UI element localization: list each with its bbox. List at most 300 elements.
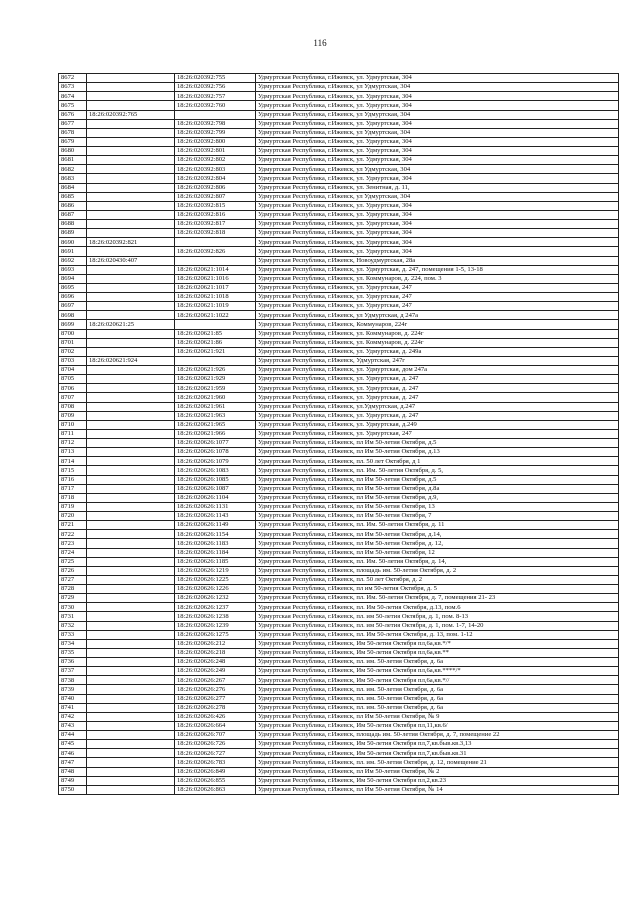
table-row <box>59 667 619 676</box>
table-row <box>59 356 619 365</box>
address-cell: Удмуртская Республика, г.Ижевск, пл Им 50-летия Октября, 12 <box>256 548 619 557</box>
address-cell: Удмуртская Республика, г.Ижевск, пл. Им 50-летия Октября, д.13, пом.6 <box>256 603 619 612</box>
table-row <box>59 128 619 137</box>
address-cell: Удмуртская Республика, г.Ижевск, пл. им 50-летия Октября, д. 1, пом. 8-13 <box>256 612 619 621</box>
row-number-cell: 8679 <box>59 137 87 146</box>
table-row <box>59 192 619 201</box>
cadastral-number-cell: 18:26:020621:86 <box>175 338 256 347</box>
row-number-cell: 8728 <box>59 585 87 594</box>
parent-cadastral-cell <box>87 648 175 657</box>
table-row <box>59 785 619 794</box>
table-row <box>59 156 619 165</box>
cadastral-number-cell: 18:26:020392:817 <box>175 220 256 229</box>
row-number-cell: 8748 <box>59 767 87 776</box>
address-cell: Удмуртская Республика, г.Ижевск, Новоудмуртская, 28а <box>256 256 619 265</box>
cadastral-number-cell: 18:26:020626:1131 <box>175 502 256 511</box>
parent-cadastral-cell <box>87 676 175 685</box>
row-number-cell: 8685 <box>59 192 87 201</box>
row-number-cell: 8735 <box>59 648 87 657</box>
address-cell: Удмуртская Республика, г.Ижевск, пл Им 50-летия Октября, д.8а <box>256 484 619 493</box>
table-row <box>59 347 619 356</box>
parent-cadastral-cell <box>87 329 175 338</box>
cadastral-number-cell: 18:26:020626:1226 <box>175 585 256 594</box>
table-row <box>59 484 619 493</box>
parent-cadastral-cell <box>87 101 175 110</box>
page-number: 116 <box>313 38 327 48</box>
parent-cadastral-cell <box>87 703 175 712</box>
parent-cadastral-cell <box>87 721 175 730</box>
address-cell: Удмуртская Республика, г.Ижевск, ул. Удмуртская, д. 247 <box>256 411 619 420</box>
parent-cadastral-cell <box>87 712 175 721</box>
address-cell: Удмуртская Республика, г.Ижевск, ул. Удмуртская, 304 <box>256 137 619 146</box>
address-cell: Удмуртская Республика, г.Ижевск, Им 50-летия Октября пл,6а,кв.** <box>256 648 619 657</box>
parent-cadastral-cell <box>87 420 175 429</box>
table-row <box>59 512 619 521</box>
parent-cadastral-cell <box>87 767 175 776</box>
row-number-cell: 8696 <box>59 293 87 302</box>
address-cell: Удмуртская Республика, г.Ижевск, пл. им 50-летия Октября, д. 1, пом. 1-7, 14-20 <box>256 621 619 630</box>
table-row <box>59 420 619 429</box>
parent-cadastral-cell <box>87 302 175 311</box>
address-cell: Удмуртская Республика, г.Ижевск, ул. Удмуртская, д. 249а <box>256 347 619 356</box>
table-row <box>59 439 619 448</box>
parent-cadastral-cell <box>87 92 175 101</box>
address-cell: Удмуртская Республика, г.Ижевск, ул. Удмуртская, дом 247а <box>256 366 619 375</box>
address-cell: Удмуртская Республика, г.Ижевск, пл Им 50-летия Октября, 13 <box>256 502 619 511</box>
row-number-cell: 8676 <box>59 110 87 119</box>
parent-cadastral-cell <box>87 758 175 767</box>
table-row <box>59 603 619 612</box>
address-cell: Удмуртская Республика, г.Ижевск, ул. Удмуртская, 304 <box>256 156 619 165</box>
address-cell: Удмуртская Республика, г.Ижевск, ул. Удмуртская, 304 <box>256 229 619 238</box>
row-number-cell: 8705 <box>59 375 87 384</box>
row-number-cell: 8741 <box>59 703 87 712</box>
address-cell: Удмуртская Республика, г.Ижевск, Им 50-летия Октября пл,7,кв.быв.кв.3,13 <box>256 740 619 749</box>
table-row <box>59 384 619 393</box>
row-number-cell: 8713 <box>59 448 87 457</box>
table-row <box>59 475 619 484</box>
table-row <box>59 758 619 767</box>
cadastral-number-cell: 18:26:020626:1183 <box>175 539 256 548</box>
parent-cadastral-cell <box>87 229 175 238</box>
row-number-cell: 8677 <box>59 119 87 128</box>
row-number-cell: 8716 <box>59 475 87 484</box>
address-cell: Удмуртская Республика, г.Ижевск, ул. Удмуртская, 304 <box>256 201 619 210</box>
cadastral-number-cell: 18:26:020392:755 <box>175 74 256 83</box>
address-cell: Удмуртская Республика, г.Ижевск, Им 50-летия Октября пл,6а,кв.*// <box>256 676 619 685</box>
table-row <box>59 621 619 630</box>
cadastral-number-cell: 18:26:020621:1022 <box>175 311 256 320</box>
table-row <box>59 247 619 256</box>
parent-cadastral-cell <box>87 311 175 320</box>
parent-cadastral-cell <box>87 694 175 703</box>
cadastral-number-cell: 18:26:020392:818 <box>175 229 256 238</box>
cadastral-number-cell: 18:26:020626:863 <box>175 785 256 794</box>
cadastral-number-cell: 18:26:020621:1019 <box>175 302 256 311</box>
table-row <box>59 448 619 457</box>
table-row <box>59 101 619 110</box>
cadastral-number-cell: 18:26:020621:85 <box>175 329 256 338</box>
address-cell: Удмуртская Республика, г.Ижевск, ул. Удмуртская, 304 <box>256 74 619 83</box>
table-row <box>59 429 619 438</box>
address-cell: Удмуртская Республика, г.Ижевск, Коммунаров, 224г <box>256 320 619 329</box>
row-number-cell: 8734 <box>59 639 87 648</box>
parent-cadastral-cell <box>87 658 175 667</box>
parent-cadastral-cell <box>87 375 175 384</box>
parent-cadastral-cell <box>87 429 175 438</box>
address-cell: Удмуртская Республика, г.Ижевск, ул. Удмуртская, 304 <box>256 147 619 156</box>
table-row <box>59 165 619 174</box>
parent-cadastral-cell: 18:26:020430:407 <box>87 256 175 265</box>
parent-cadastral-cell <box>87 192 175 201</box>
cadastral-number-cell <box>175 356 256 365</box>
cadastral-number-cell: 18:26:020626:1232 <box>175 594 256 603</box>
table-row <box>59 92 619 101</box>
table-row <box>59 676 619 685</box>
parent-cadastral-cell <box>87 457 175 466</box>
parent-cadastral-cell <box>87 639 175 648</box>
cadastral-number-cell: 18:26:020626:1275 <box>175 630 256 639</box>
address-cell: Удмуртская Республика, г.Ижевск, Удмуртская, 247г <box>256 356 619 365</box>
parent-cadastral-cell <box>87 210 175 219</box>
row-number-cell: 8721 <box>59 521 87 530</box>
cadastral-number-cell: 18:26:020626:1238 <box>175 612 256 621</box>
table-row <box>59 119 619 128</box>
row-number-cell: 8746 <box>59 749 87 758</box>
address-cell: Удмуртская Республика, г.Ижевск, ул. Удмуртская, д. 247 <box>256 384 619 393</box>
cadastral-number-cell: 18:26:020626:426 <box>175 712 256 721</box>
parent-cadastral-cell <box>87 402 175 411</box>
row-number-cell: 8730 <box>59 603 87 612</box>
row-number-cell: 8725 <box>59 557 87 566</box>
parent-cadastral-cell <box>87 557 175 566</box>
cadastral-number-cell: 18:26:020392:802 <box>175 156 256 165</box>
parent-cadastral-cell: 18:26:020621:924 <box>87 356 175 365</box>
cadastral-number-cell: 18:26:020626:1085 <box>175 475 256 484</box>
row-number-cell: 8742 <box>59 712 87 721</box>
parent-cadastral-cell <box>87 137 175 146</box>
table-row <box>59 612 619 621</box>
address-cell: Удмуртская Республика, г.Ижевск, Им 50-летия Октября пл,6а,кв.*/* <box>256 639 619 648</box>
cadastral-number-cell: 18:26:020392:804 <box>175 174 256 183</box>
address-cell: Удмуртская Республика, г.Ижевск, пл Им 50-летия Октября, № 2 <box>256 767 619 776</box>
parent-cadastral-cell <box>87 539 175 548</box>
cadastral-number-cell: 18:26:020392:756 <box>175 83 256 92</box>
cadastral-number-cell: 18:26:020626:855 <box>175 776 256 785</box>
table-row <box>59 594 619 603</box>
table-row <box>59 74 619 83</box>
row-number-cell: 8682 <box>59 165 87 174</box>
cadastral-number-cell: 18:26:020621:960 <box>175 393 256 402</box>
parent-cadastral-cell <box>87 612 175 621</box>
parent-cadastral-cell <box>87 731 175 740</box>
address-cell: Удмуртская Республика, г.Ижевск, Им 50-летия Октября пл,11,кв.6/ <box>256 721 619 730</box>
address-cell: Удмуртская Республика, г.Ижевск, площадь им. 50-летия Октября, д. 7, помещение 22 <box>256 731 619 740</box>
cadastral-number-cell: 18:26:020626:278 <box>175 703 256 712</box>
table-row <box>59 320 619 329</box>
cadastral-number-cell <box>175 238 256 247</box>
table-row <box>59 749 619 758</box>
row-number-cell: 8673 <box>59 83 87 92</box>
table-row <box>59 210 619 219</box>
row-number-cell: 8691 <box>59 247 87 256</box>
cadastral-number-cell: 18:26:020392:815 <box>175 201 256 210</box>
table-row <box>59 539 619 548</box>
table-row <box>59 648 619 657</box>
cadastral-number-cell: 18:26:020621:929 <box>175 375 256 384</box>
parent-cadastral-cell <box>87 265 175 274</box>
cadastral-number-cell: 18:26:020621:965 <box>175 420 256 429</box>
parent-cadastral-cell <box>87 274 175 283</box>
row-number-cell: 8719 <box>59 502 87 511</box>
row-number-cell: 8707 <box>59 393 87 402</box>
row-number-cell: 8699 <box>59 320 87 329</box>
row-number-cell: 8718 <box>59 493 87 502</box>
parent-cadastral-cell <box>87 776 175 785</box>
address-cell: Удмуртская Республика, г.Ижевск, ул. Удмуртская, д.249 <box>256 420 619 429</box>
row-number-cell: 8747 <box>59 758 87 767</box>
table-row <box>59 183 619 192</box>
cadastral-number-cell: 18:26:020392:803 <box>175 165 256 174</box>
parent-cadastral-cell <box>87 512 175 521</box>
cadastral-number-cell: 18:26:020621:959 <box>175 384 256 393</box>
table-row <box>59 338 619 347</box>
address-cell: Удмуртская Республика, г.Ижевск, ул. Удмуртская, 304 <box>256 238 619 247</box>
parent-cadastral-cell <box>87 119 175 128</box>
cadastral-number-cell: 18:26:020621:1018 <box>175 293 256 302</box>
address-cell: Удмуртская Республика, г.Ижевск, ул. Удмуртская, д. 247, помещения 1-5, 13-18 <box>256 265 619 274</box>
cadastral-number-cell: 18:26:020392:760 <box>175 101 256 110</box>
row-number-cell: 8683 <box>59 174 87 183</box>
parent-cadastral-cell: 18:26:020392:821 <box>87 238 175 247</box>
table-row <box>59 411 619 420</box>
row-number-cell: 8740 <box>59 694 87 703</box>
parent-cadastral-cell <box>87 283 175 292</box>
row-number-cell: 8723 <box>59 539 87 548</box>
address-cell: Удмуртская Республика, г.Ижевск, пл. им. 50-летия Октября, д. 6а <box>256 694 619 703</box>
address-cell: Удмуртская Республика, г.Ижевск, ул. Удмуртская, д. 247 <box>256 393 619 402</box>
row-number-cell: 8724 <box>59 548 87 557</box>
row-number-cell: 8726 <box>59 566 87 575</box>
row-number-cell: 8732 <box>59 621 87 630</box>
address-cell: Удмуртская Республика, г.Ижевск, пл им 50-летия Октября, д. 5 <box>256 585 619 594</box>
row-number-cell: 8689 <box>59 229 87 238</box>
address-cell: Удмуртская Республика, г.Ижевск, ул Удмуртская, 304 <box>256 110 619 119</box>
cadastral-number-cell: 18:26:020621:963 <box>175 411 256 420</box>
address-cell: Удмуртская Республика, г.Ижевск, пл. Им 50-летия Октября, д. 13, пом. 1-12 <box>256 630 619 639</box>
parent-cadastral-cell <box>87 740 175 749</box>
row-number-cell: 8675 <box>59 101 87 110</box>
table-row <box>59 521 619 530</box>
parent-cadastral-cell <box>87 466 175 475</box>
address-cell: Удмуртская Республика, г.Ижевск, пл. Им. 50-летия Октября, д. 7, помещения 21- 23 <box>256 594 619 603</box>
row-number-cell: 8738 <box>59 676 87 685</box>
row-number-cell: 8701 <box>59 338 87 347</box>
table-row <box>59 283 619 292</box>
table-row <box>59 174 619 183</box>
cadastral-number-cell: 18:26:020626:1184 <box>175 548 256 557</box>
table-row <box>59 776 619 785</box>
address-cell: Удмуртская Республика, г.Ижевск, ул Удмуртская, д 247а <box>256 311 619 320</box>
row-number-cell: 8739 <box>59 685 87 694</box>
address-cell: Удмуртская Республика, г.Ижевск, пл Им 50-летия Октября, № 9 <box>256 712 619 721</box>
cadastral-number-cell: 18:26:020626:1078 <box>175 448 256 457</box>
parent-cadastral-cell <box>87 293 175 302</box>
parent-cadastral-cell <box>87 156 175 165</box>
cadastral-number-cell: 18:26:020392:806 <box>175 183 256 192</box>
cadastral-number-cell: 18:26:020626:267 <box>175 676 256 685</box>
row-number-cell: 8687 <box>59 210 87 219</box>
address-cell: Удмуртская Республика, г.Ижевск, пл Им 50-летия Октября, 7 <box>256 512 619 521</box>
address-cell: Удмуртская Республика, г.Ижевск, пл. Им. 50-летия Октября, д. 5, <box>256 466 619 475</box>
address-cell: Удмуртская Республика, г.Ижевск, пл Им 50-летия Октября, д.14, <box>256 530 619 539</box>
table-row <box>59 393 619 402</box>
parent-cadastral-cell <box>87 603 175 612</box>
cadastral-number-cell: 18:26:020621:926 <box>175 366 256 375</box>
address-cell: Удмуртская Республика, г.Ижевск, пл Им 50-летия Октября, д.5 <box>256 475 619 484</box>
parent-cadastral-cell <box>87 220 175 229</box>
address-cell: Удмуртская Республика, г.Ижевск, пл Им 50-летия Октября, д.13 <box>256 448 619 457</box>
parent-cadastral-cell <box>87 630 175 639</box>
table-row <box>59 658 619 667</box>
row-number-cell: 8731 <box>59 612 87 621</box>
table-row <box>59 575 619 584</box>
parent-cadastral-cell <box>87 384 175 393</box>
table-row <box>59 639 619 648</box>
parent-cadastral-cell <box>87 83 175 92</box>
table-row <box>59 457 619 466</box>
address-cell: Удмуртская Республика, г.Ижевск, пл Им 50-летия Октября, д.5 <box>256 439 619 448</box>
cadastral-number-cell: 18:26:020392:816 <box>175 210 256 219</box>
row-number-cell: 8722 <box>59 530 87 539</box>
parent-cadastral-cell <box>87 575 175 584</box>
cadastral-number-cell: 18:26:020392:800 <box>175 137 256 146</box>
address-cell: Удмуртская Республика, г.Ижевск, ул. Удмуртская, 304 <box>256 119 619 128</box>
row-number-cell: 8704 <box>59 366 87 375</box>
row-number-cell: 8680 <box>59 147 87 156</box>
row-number-cell: 8681 <box>59 156 87 165</box>
table-row <box>59 685 619 694</box>
parent-cadastral-cell <box>87 621 175 630</box>
parent-cadastral-cell <box>87 174 175 183</box>
row-number-cell: 8672 <box>59 74 87 83</box>
cadastral-number-cell <box>175 256 256 265</box>
address-cell: Удмуртская Республика, г.Ижевск, ул. Удмуртская, 304 <box>256 92 619 101</box>
table-row <box>59 694 619 703</box>
address-cell: Удмуртская Республика, г.Ижевск, ул. Удмуртская, 247 <box>256 283 619 292</box>
cadastral-number-cell: 18:26:020626:1104 <box>175 493 256 502</box>
parent-cadastral-cell <box>87 347 175 356</box>
address-cell: Удмуртская Республика, г.Ижевск, Им 50-летия Октября пл,7,кв.быв.кв.31 <box>256 749 619 758</box>
table-row <box>59 502 619 511</box>
table-row <box>59 293 619 302</box>
cadastral-number-cell: 18:26:020626:276 <box>175 685 256 694</box>
cadastral-number-cell: 18:26:020392:807 <box>175 192 256 201</box>
cadastral-number-cell: 18:26:020626:1077 <box>175 439 256 448</box>
row-number-cell: 8698 <box>59 311 87 320</box>
cadastral-number-cell: 18:26:020626:1237 <box>175 603 256 612</box>
row-number-cell: 8727 <box>59 575 87 584</box>
table-row <box>59 493 619 502</box>
row-number-cell: 8749 <box>59 776 87 785</box>
cadastral-number-cell: 18:26:020392:826 <box>175 247 256 256</box>
address-cell: Удмуртская Республика, г.Ижевск, ул. Коммунаров, д. 224г <box>256 329 619 338</box>
address-cell: Удмуртская Республика, г.Ижевск, пл Им 50-летия Октября, № 14 <box>256 785 619 794</box>
cadastral-number-cell: 18:26:020626:1087 <box>175 484 256 493</box>
cadastral-number-cell: 18:26:020621:1017 <box>175 283 256 292</box>
address-cell: Удмуртская Республика, г.Ижевск, пл Им 50-летия Октября, д.9, <box>256 493 619 502</box>
address-cell: Удмуртская Республика, г.Ижевск, пл Им 50-летия Октября, д. 12, <box>256 539 619 548</box>
parent-cadastral-cell <box>87 439 175 448</box>
table-row <box>59 83 619 92</box>
address-cell: Удмуртская Республика, г.Ижевск, пл. им. 50-летия Октября, д. 6а <box>256 703 619 712</box>
cadastral-number-cell: 18:26:020392:801 <box>175 147 256 156</box>
registry-table <box>58 73 619 795</box>
row-number-cell: 8714 <box>59 457 87 466</box>
row-number-cell: 8709 <box>59 411 87 420</box>
cadastral-number-cell: 18:26:020626:277 <box>175 694 256 703</box>
cadastral-number-cell <box>175 110 256 119</box>
row-number-cell: 8733 <box>59 630 87 639</box>
cadastral-number-cell: 18:26:020626:726 <box>175 740 256 749</box>
parent-cadastral-cell <box>87 338 175 347</box>
cadastral-number-cell: 18:26:020626:849 <box>175 767 256 776</box>
cadastral-number-cell: 18:26:020621:921 <box>175 347 256 356</box>
table-row <box>59 265 619 274</box>
row-number-cell: 8712 <box>59 439 87 448</box>
address-cell: Удмуртская Республика, г.Ижевск, ул. Удмуртская, 304 <box>256 247 619 256</box>
row-number-cell: 8703 <box>59 356 87 365</box>
row-number-cell: 8697 <box>59 302 87 311</box>
parent-cadastral-cell <box>87 411 175 420</box>
address-cell: Удмуртская Республика, г.Ижевск, пл. им. 50-летия Октября, д. 12, помещение 21 <box>256 758 619 767</box>
row-number-cell: 8737 <box>59 667 87 676</box>
cadastral-number-cell: 18:26:020626:707 <box>175 731 256 740</box>
table-row <box>59 302 619 311</box>
cadastral-number-cell: 18:26:020626:1185 <box>175 557 256 566</box>
table-row <box>59 548 619 557</box>
table-row <box>59 466 619 475</box>
address-cell: Удмуртская Республика, г.Ижевск, пл. Им. 50-летия Октября, д. 14, <box>256 557 619 566</box>
address-cell: Удмуртская Республика, г.Ижевск, ул Удмуртская, 304 <box>256 192 619 201</box>
row-number-cell: 8693 <box>59 265 87 274</box>
address-cell: Удмуртская Республика, г.Ижевск, ул. Удмуртская, 304 <box>256 210 619 219</box>
parent-cadastral-cell <box>87 147 175 156</box>
table-row <box>59 220 619 229</box>
parent-cadastral-cell <box>87 521 175 530</box>
parent-cadastral-cell <box>87 585 175 594</box>
address-cell: Удмуртская Республика, г.Ижевск, ул. Удмуртская, 247 <box>256 302 619 311</box>
table-row <box>59 712 619 721</box>
table-row <box>59 274 619 283</box>
cadastral-number-cell: 18:26:020626:249 <box>175 667 256 676</box>
parent-cadastral-cell: 18:26:020392:765 <box>87 110 175 119</box>
row-number-cell: 8744 <box>59 731 87 740</box>
row-number-cell: 8711 <box>59 429 87 438</box>
row-number-cell: 8686 <box>59 201 87 210</box>
address-cell: Удмуртская Республика, г.Ижевск, ул. Удмуртская, 247 <box>256 429 619 438</box>
parent-cadastral-cell <box>87 685 175 694</box>
address-cell: Удмуртская Республика, г.Ижевск, пл. 50 лет Октября, д. 2 <box>256 575 619 584</box>
cadastral-number-cell: 18:26:020626:1219 <box>175 566 256 575</box>
cadastral-number-cell: 18:26:020626:212 <box>175 639 256 648</box>
cadastral-number-cell: 18:26:020626:1079 <box>175 457 256 466</box>
table-row <box>59 366 619 375</box>
parent-cadastral-cell <box>87 530 175 539</box>
table-row <box>59 375 619 384</box>
row-number-cell: 8684 <box>59 183 87 192</box>
cadastral-number-cell: 18:26:020621:1016 <box>175 274 256 283</box>
